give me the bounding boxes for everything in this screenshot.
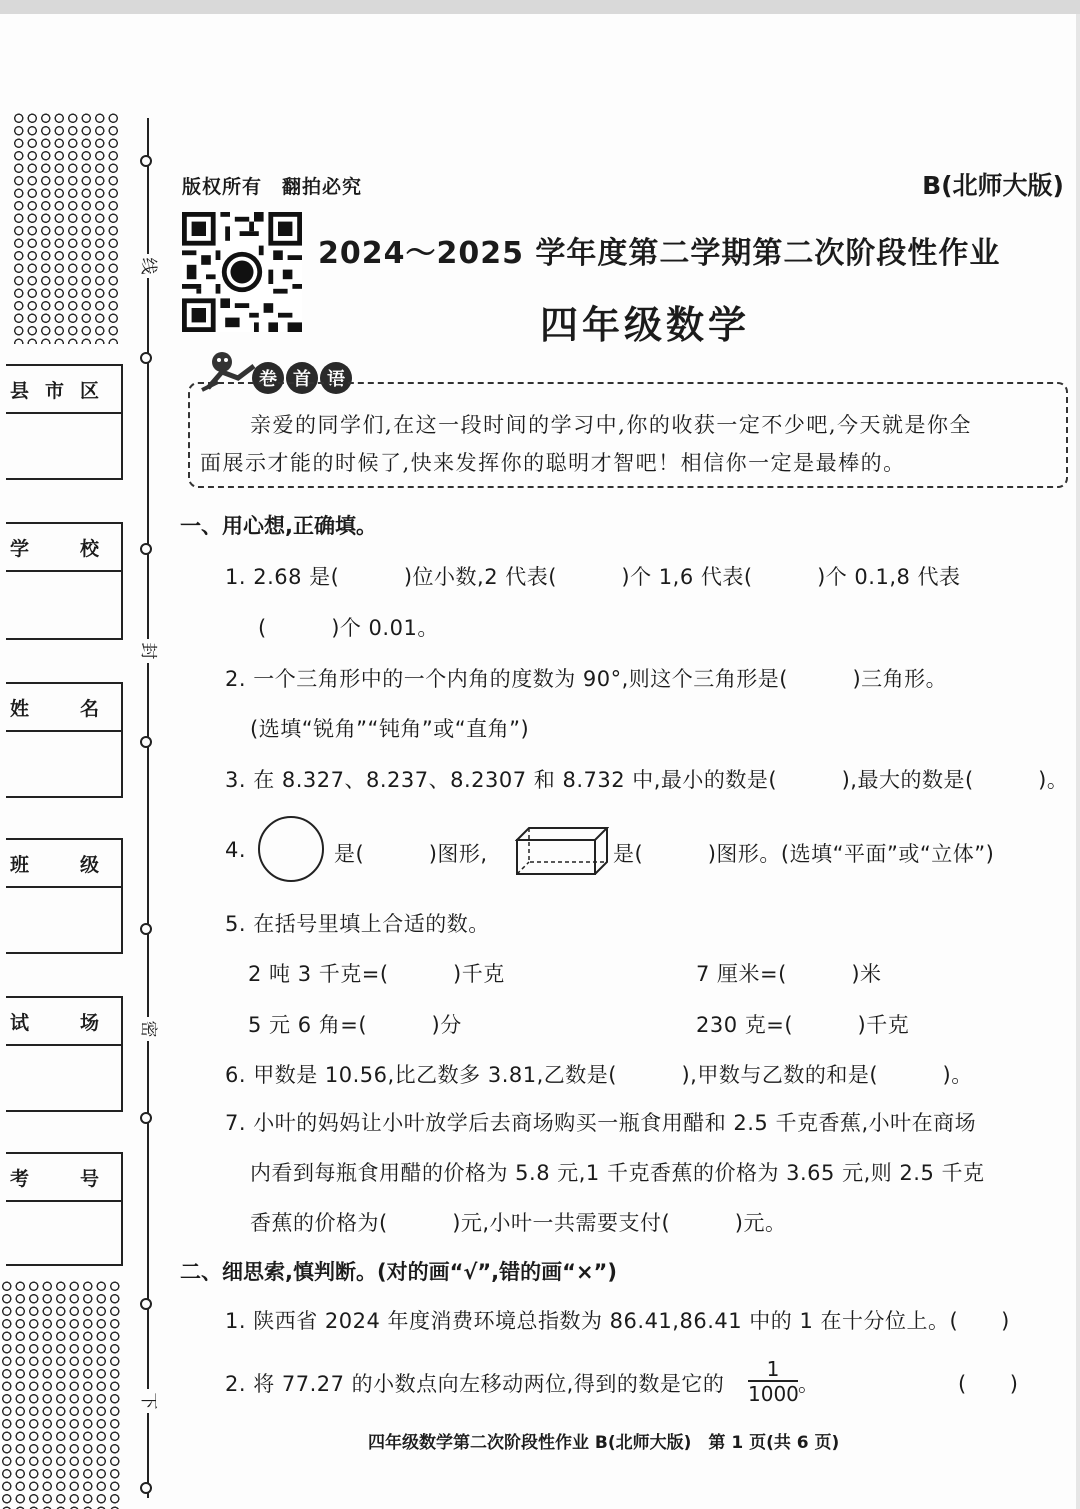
exam-no-box[interactable] <box>6 1152 123 1266</box>
question-1-7-line-a: 7. 小叶的妈妈让小叶放学后去商场购买一瓶食用醋和 2.5 千克香蕉,小叶在商场 <box>225 1111 977 1135</box>
binding-circle <box>140 543 152 555</box>
question-1-7-line-b: 内看到每瓶食用醋的价格为 5.8 元,1 千克香蕉的价格为 3.65 元,则 2.5 千克 <box>250 1161 985 1185</box>
exam-title: 2024～2025 学年度第二学期第二次阶段性作业 <box>318 236 1001 271</box>
top-edge <box>0 0 1080 14</box>
name-label-2: 名 <box>79 697 99 720</box>
school-label-1: 学 <box>10 537 30 560</box>
cuboid-shape-icon <box>515 826 609 876</box>
county-label-3: 区 <box>79 379 99 402</box>
name-box[interactable] <box>6 682 123 798</box>
binding-circle <box>140 352 152 364</box>
question-1-4-number: 4. <box>225 838 247 862</box>
question-2-2-tail: 。 <box>798 1372 820 1396</box>
preface-line-1: 亲爱的同学们,在这一段时间的学习中,你的收获一定不少吧,今天就是你全 <box>250 413 973 437</box>
county-label-2: 市 <box>44 379 64 402</box>
question-1-5-conversion-4[interactable]: 230 克=( )千克 <box>696 1013 910 1037</box>
question-1-5-conversion-2[interactable]: 7 厘米=( )米 <box>696 962 882 986</box>
question-1-5: 5. 在括号里填上合适的数。 <box>225 912 490 936</box>
binding-circle <box>140 1298 152 1310</box>
qr-code-icon <box>182 212 302 332</box>
fraction-numerator: 1 <box>748 1358 798 1382</box>
binding-line <box>147 118 149 1498</box>
binding-circle <box>140 1482 152 1494</box>
question-2-2-answer-paren[interactable]: ( ) <box>958 1372 1019 1396</box>
page-footer: 四年级数学第二次阶段性作业 B(北师大版) 第 1 页(共 6 页) <box>368 1433 840 1453</box>
question-1-1-line-b[interactable]: ( )个 0.01。 <box>258 616 439 640</box>
class-label-2: 级 <box>79 853 99 876</box>
binding-circle <box>140 923 152 935</box>
binding-circle <box>140 1112 152 1124</box>
question-1-6[interactable]: 6. 甲数是 10.56,比乙数多 3.81,乙数是( ),甲数与乙数的和是( )。 <box>225 1063 973 1087</box>
preface-box <box>188 382 1068 488</box>
exam-room-box[interactable] <box>6 996 123 1112</box>
school-label-2: 校 <box>79 537 99 560</box>
subject-title: 四年级数学 <box>540 303 751 347</box>
question-1-7-line-c[interactable]: 香蕉的价格为( )元,小叶一共需要支付( )元。 <box>250 1211 787 1235</box>
circle-shape-icon <box>258 816 324 882</box>
preface-tag-char: 卷 <box>252 362 284 394</box>
question-1-1-line-a[interactable]: 1. 2.68 是( )位小数,2 代表( )个 1,6 代表( )个 0.1,8 代表 <box>225 565 961 589</box>
class-box[interactable] <box>6 838 123 954</box>
section-1-title: 一、用心想,正确填。 <box>180 514 377 538</box>
question-1-4-part-b[interactable]: 是( )图形。(选填“平面”或“立体”) <box>613 842 995 866</box>
question-2-1[interactable]: 1. 陕西省 2024 年度消费环境总指数为 86.41,86.41 中的 1 在十分位上。( ) <box>225 1309 1010 1333</box>
binding-word-down: 下 <box>137 1389 159 1413</box>
preface-tag-char: 首 <box>286 362 318 394</box>
exam-no-label-1: 考 <box>10 1167 30 1190</box>
question-1-2-line-b: (选填“锐角”“钝角”或“直角”) <box>250 717 530 741</box>
right-edge <box>1076 14 1080 1509</box>
binding-word-secret: 密 <box>137 1017 159 1041</box>
binding-circle <box>140 736 152 748</box>
binding-holes-top <box>12 112 120 344</box>
fraction-one-thousandth <box>748 1358 798 1406</box>
question-2-2: 2. 将 77.27 的小数点向左移动两位,得到的数是它的 <box>225 1372 725 1396</box>
preface-tag-char: 语 <box>320 362 352 394</box>
class-label-1: 班 <box>10 853 30 876</box>
binding-circle <box>140 155 152 167</box>
question-1-5-conversion-1[interactable]: 2 吨 3 千克=( )千克 <box>248 962 505 986</box>
name-label-1: 姓 <box>10 697 30 720</box>
exam-room-label-2: 场 <box>79 1011 99 1034</box>
binding-word-line: 线 <box>137 254 159 278</box>
fraction-denominator: 1000 <box>748 1382 799 1406</box>
exam-no-label-2: 号 <box>79 1167 99 1190</box>
school-box[interactable] <box>6 522 123 640</box>
county-box[interactable] <box>6 364 123 480</box>
preface-line-2: 面展示才能的时候了,快来发挥你的聪明才智吧！相信你一定是最棒的。 <box>200 451 906 475</box>
exam-room-label-1: 试 <box>10 1011 30 1034</box>
binding-word-seal: 封 <box>137 639 159 663</box>
edition-label: B(北师大版) <box>922 171 1064 200</box>
binding-holes-bottom <box>0 1280 122 1509</box>
county-label-1: 县 <box>10 379 30 402</box>
question-1-2-line-a[interactable]: 2. 一个三角形中的一个内角的度数为 90°,则这个三角形是( )三角形。 <box>225 667 948 691</box>
copyright-notice: 版权所有 翻拍必究 <box>182 176 363 198</box>
question-1-3[interactable]: 3. 在 8.327、8.237、8.2307 和 8.732 中,最小的数是( ),最大的数是( )。 <box>225 768 1069 792</box>
question-1-4-part-a[interactable]: 是( )图形, <box>334 842 488 866</box>
question-1-5-conversion-3[interactable]: 5 元 6 角=( )分 <box>248 1013 462 1037</box>
section-2-title: 二、细思索,慎判断。(对的画“√”,错的画“×”) <box>180 1260 617 1284</box>
